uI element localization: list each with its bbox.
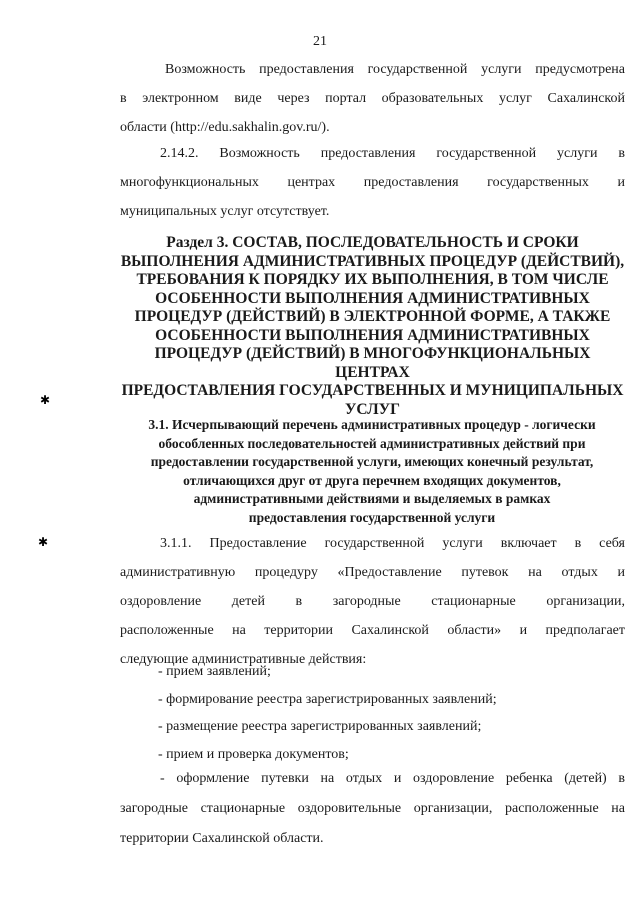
list-item: - прием и проверка документов;: [158, 747, 349, 762]
text-line: 2.14.2. Возможность предоставления государственной услуги в: [160, 146, 625, 161]
text-line: в электронном виде через портал образовательных услуг Сахалинской: [120, 91, 625, 106]
paragraph-2-14-2: [120, 139, 625, 226]
heading-line: ПРЕДОСТАВЛЕНИЯ ГОСУДАРСТВЕННЫХ И МУНИЦИПАЛЬНЫХ: [121, 382, 624, 399]
heading-line: ПРОЦЕДУР (ДЕЙСТВИЙ) В МНОГОФУНКЦИОНАЛЬНЫХ ЦЕНТРАХ: [154, 345, 591, 381]
section-3-heading: [120, 234, 625, 419]
paragraph-3-1-1: [120, 529, 625, 674]
text-line: административную процедуру «Предоставление путевок на отдых и: [120, 565, 625, 580]
subheading-line: 3.1. Исчерпывающий перечень административных процедур - логически: [148, 417, 596, 432]
subheading-line: предоставлении государственной услуги, имеющих конечный результат,: [150, 454, 594, 469]
heading-line: ТРЕБОВАНИЯ К ПОРЯДКУ ИХ ВЫПОЛНЕНИЯ, В ТОМ ЧИСЛЕ: [136, 271, 609, 288]
page-number: 21: [313, 34, 327, 49]
text-line: - оформление путевки на отдых и оздоровление ребенка (детей) в: [160, 771, 625, 786]
subheading-line: отличающихся друг от друга перечнем входящих документов,: [183, 472, 561, 488]
text-line: Возможность предоставления государственной услуги предусмотрена: [165, 62, 625, 77]
paragraph-electronic-portal: [120, 55, 625, 142]
heading-line: ПРОЦЕДУР (ДЕЙСТВИЙ) В ЭЛЕКТРОННОЙ ФОРМЕ, А ТАКЖЕ: [134, 308, 611, 325]
subheading-line: административными действиями и выделяемых в рамках: [193, 491, 551, 506]
heading-line: ВЫПОЛНЕНИЯ АДМИНИСТРАТИВНЫХ ПРОЦЕДУР (ДЕЙСТВИЙ),: [120, 252, 625, 270]
subheading-line: обособленных последовательностей административных действий при: [158, 435, 586, 451]
text-line: многофункциональных центрах предоставления государственных и: [120, 175, 625, 190]
scan-mark: ✱: [40, 393, 51, 407]
list-item: - размещение реестра зарегистрированных заявлений;: [158, 719, 482, 734]
heading-line: ОСОБЕННОСТИ ВЫПОЛНЕНИЯ АДМИНИСТРАТИВНЫХ: [155, 289, 590, 307]
subsection-3-1-heading: [118, 416, 626, 527]
heading-line: УСЛУГ: [345, 400, 400, 418]
text-line: следующие административные действия:: [120, 652, 367, 667]
text-line: территории Сахалинской области.: [120, 831, 324, 846]
heading-line: ОСОБЕННОСТИ ВЫПОЛНЕНИЯ АДМИНИСТРАТИВНЫХ: [155, 326, 590, 344]
list-item: - формирование реестра зарегистрированных заявлений;: [158, 692, 497, 707]
heading-line: Раздел 3. СОСТАВ, ПОСЛЕДОВАТЕЛЬНОСТЬ И СРОКИ: [166, 234, 579, 251]
text-line: оздоровление детей в загородные стационарные организации,: [120, 594, 625, 609]
paragraph-voucher: [120, 764, 625, 854]
text-line: загородные стационарные оздоровительные организации, расположенные на: [120, 801, 625, 816]
list-item: - прием заявлений;: [158, 664, 271, 679]
scan-mark: ✱: [38, 535, 49, 549]
text-line: области (http://edu.sakhalin.gov.ru/).: [120, 120, 330, 135]
text-line: расположенные на территории Сахалинской области» и предполагает: [120, 623, 625, 638]
text-line: 3.1.1. Предоставление государственной услуги включает в себя: [160, 536, 625, 551]
subheading-line: предоставления государственной услуги: [248, 509, 496, 525]
text-line: муниципальных услуг отсутствует.: [120, 204, 330, 219]
